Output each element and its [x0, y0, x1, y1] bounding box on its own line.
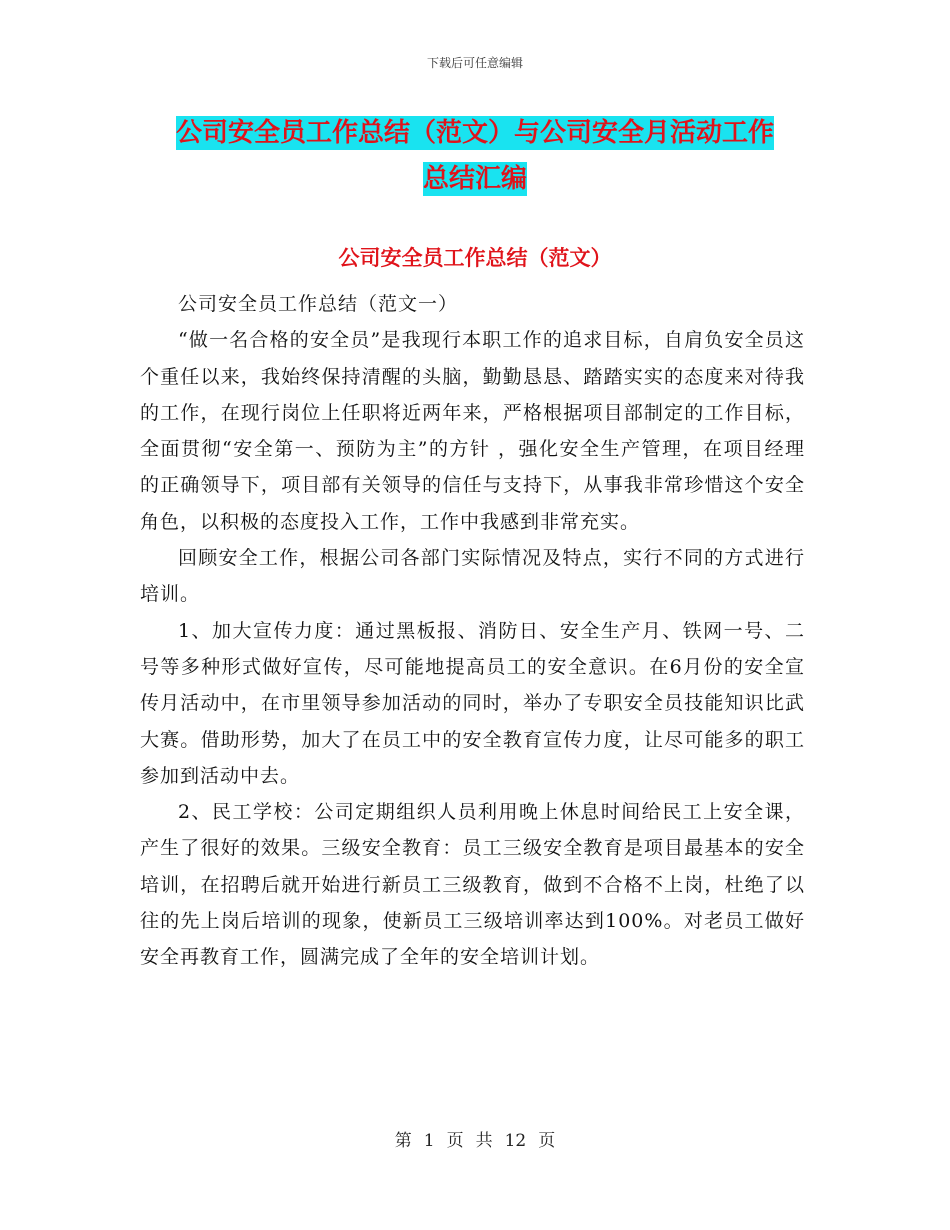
- footer-total-unit: 页: [538, 1131, 556, 1151]
- document-title: [0, 110, 950, 202]
- footer-page-label: 第: [394, 1131, 412, 1151]
- page-footer: [0, 1126, 950, 1151]
- paragraph: 1、加大宣传力度：通过黑板报、消防日、安全生产月、铁网一号、二号等多种形式做好宣传，尽可能地提高员工的安全意识。在6月份的安全宣传月活动中，在市里领导参加活动的同时，举办了专职安全员技能知识比武大赛。借助形势，加大了在员工中的安全教育宣传力度，让尽可能多的职工参加到活动中去。: [140, 619, 805, 787]
- document-title-line-1: 公司安全员工作总结（范文）与公司安全月活动工作: [175, 118, 774, 148]
- paragraph-subtitle: 公司安全员工作总结（范文一）: [178, 293, 459, 315]
- paragraph: 回顾安全工作，根据公司各部门实际情况及特点，实行不同的方式进行培训。: [140, 547, 805, 606]
- paragraph: “做一名合格的安全员”是我现行本职工作的追求目标，自肩负安全员这个重任以来，我始终保持清醒的头脑，勤勤恳恳、踏踏实实的态度来对待我的工作，在现行岗位上任职将近两年来，严格根据项目部制定的工作目标，全面贯彻“安全第一、预防为主”的方针 ，强化安全生产管理，在项目经理的正确领导下，项目部有关领导的信任与支持下，从事我非常珍惜这个安全角色，以积极的态度投入工作，工作中我感到非常充实。: [140, 329, 805, 533]
- footer-page-number: 1: [423, 1131, 435, 1151]
- footer-total-pages: 12: [504, 1131, 527, 1151]
- section-title: 公司安全员工作总结（范文）: [338, 246, 612, 270]
- paragraph: 2、民工学校：公司定期组织人员利用晚上休息时间给民工上安全课，产生了很好的效果。三级安全教育：员工三级安全教育是项目最基本的安全培训，在招聘后就开始进行新员工三级教育，做到不合格不上岗，杜绝了以往的先上岗后培训的现象，使新员工三级培训率达到100%。对老员工做好安全再教育工作，圆满完成了全年的安全培训计划。: [140, 801, 805, 969]
- footer-total-label: 共: [475, 1131, 493, 1151]
- header-note: 下载后可任意编辑: [426, 56, 523, 70]
- footer-page-unit: 页: [446, 1131, 464, 1151]
- document-title-line-2: 总结汇编: [422, 164, 527, 194]
- document-body: [140, 286, 805, 976]
